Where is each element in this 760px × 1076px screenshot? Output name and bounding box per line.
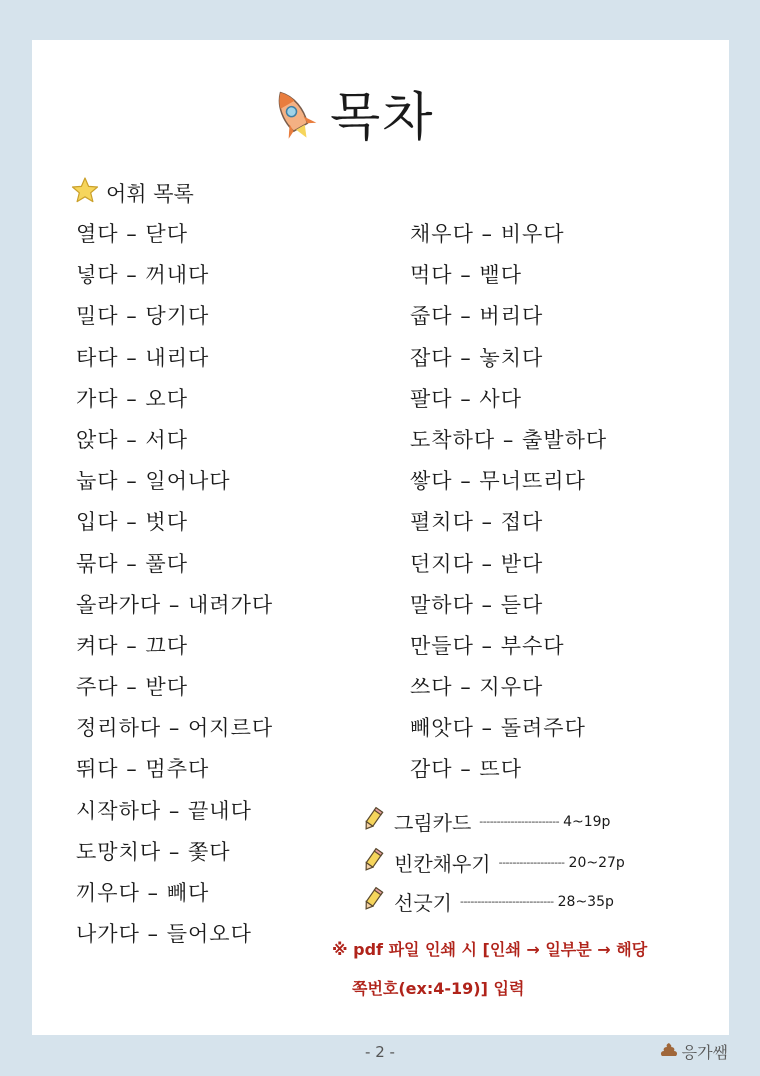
toc-entry-label: 빈칸채우기 (394, 852, 491, 876)
page-title: 목차 (330, 88, 435, 148)
vocab-item: 쌓다 – 무너뜨리다 (410, 469, 586, 494)
star-icon (70, 176, 100, 209)
vocab-item: 빼앗다 – 돌려주다 (410, 716, 586, 741)
vocab-item: 도착하다 – 출발하다 (410, 427, 608, 452)
vocab-item: 만들다 – 부수다 (410, 633, 565, 658)
vocab-item: 팔다 – 사다 (410, 386, 522, 411)
vocab-item: 나가다 – 들어오다 (76, 922, 252, 947)
toc-entry-label: 선긋기 (394, 891, 452, 915)
vocab-item: 도망치다 – 쫓다 (76, 839, 231, 864)
rocket-icon (270, 85, 318, 151)
toc-entry-line-matching (362, 886, 614, 917)
toc-page-range: 20~27p (568, 854, 625, 871)
vocab-item: 켜다 – 끄다 (76, 633, 188, 658)
section-heading (70, 176, 194, 209)
vocab-item: 넣다 – 꺼내다 (76, 263, 210, 288)
toc-page-range: 4~19p (563, 813, 611, 830)
toc-entry-fill-blanks (362, 847, 625, 878)
toc-leader: --------------------------- (459, 895, 554, 908)
vocab-item: 줍다 – 버리다 (410, 304, 544, 329)
document-page (32, 40, 729, 1035)
vocab-item: 끼우다 – 빼다 (76, 881, 210, 905)
vocab-item: 앉다 – 서다 (76, 427, 188, 452)
title-block (270, 85, 434, 151)
vocab-item: 밀다 – 당기다 (76, 304, 210, 329)
vocab-item: 타다 – 내리다 (76, 345, 210, 370)
vocab-list-left (76, 214, 273, 955)
pencil-icon (362, 847, 384, 878)
vocab-item: 정리하다 – 어지르다 (76, 716, 274, 741)
vocab-item: 가다 – 오다 (76, 386, 188, 411)
vocab-item: 열다 – 닫다 (76, 222, 188, 246)
vocab-item: 눕다 – 일어나다 (76, 469, 231, 494)
toc-page-range: 28~35p (557, 893, 614, 910)
vocab-item: 시작하다 – 끝내다 (76, 798, 252, 823)
vocab-item: 던지다 – 받다 (410, 551, 544, 576)
page-number: - 2 - (365, 1043, 395, 1061)
toc-leader: ----------------------- (479, 815, 560, 828)
pencil-icon (362, 806, 384, 837)
vocab-item: 잡다 – 놓치다 (410, 345, 544, 370)
vocab-item: 먹다 – 뱉다 (410, 263, 522, 288)
vocab-item: 감다 – 뜨다 (410, 757, 522, 782)
vocab-item: 쓰다 – 지우다 (410, 675, 544, 700)
vocab-item: 주다 – 받다 (76, 675, 188, 700)
print-note-line-1: ※ pdf 파일 인쇄 시 [인쇄 → 일부분 → 해당 (332, 940, 648, 959)
vocab-list-right (410, 214, 607, 791)
section-heading-text: 어휘 목록 (106, 181, 194, 206)
print-note-line-2: 쪽번호(ex:4-19)] 입력 (352, 979, 525, 998)
vocab-item: 묶다 – 풀다 (76, 551, 188, 576)
vocab-item: 입다 – 벗다 (76, 510, 188, 535)
vocab-item: 뛰다 – 멈추다 (76, 757, 210, 782)
toc-entry-picture-cards (362, 806, 610, 837)
toc-leader: ------------------- (498, 856, 565, 869)
poop-icon (660, 1042, 678, 1062)
toc-entry-label: 그림카드 (394, 811, 472, 835)
vocab-item: 채우다 – 비우다 (410, 222, 565, 246)
pencil-icon (362, 886, 384, 917)
vocab-item: 펼치다 – 접다 (410, 510, 544, 535)
brand-name: 응가쌤 (681, 1043, 728, 1062)
vocab-item: 말하다 – 듣다 (410, 592, 544, 617)
vocab-item: 올라가다 – 내려가다 (76, 592, 274, 617)
brand-mark (660, 1040, 728, 1063)
